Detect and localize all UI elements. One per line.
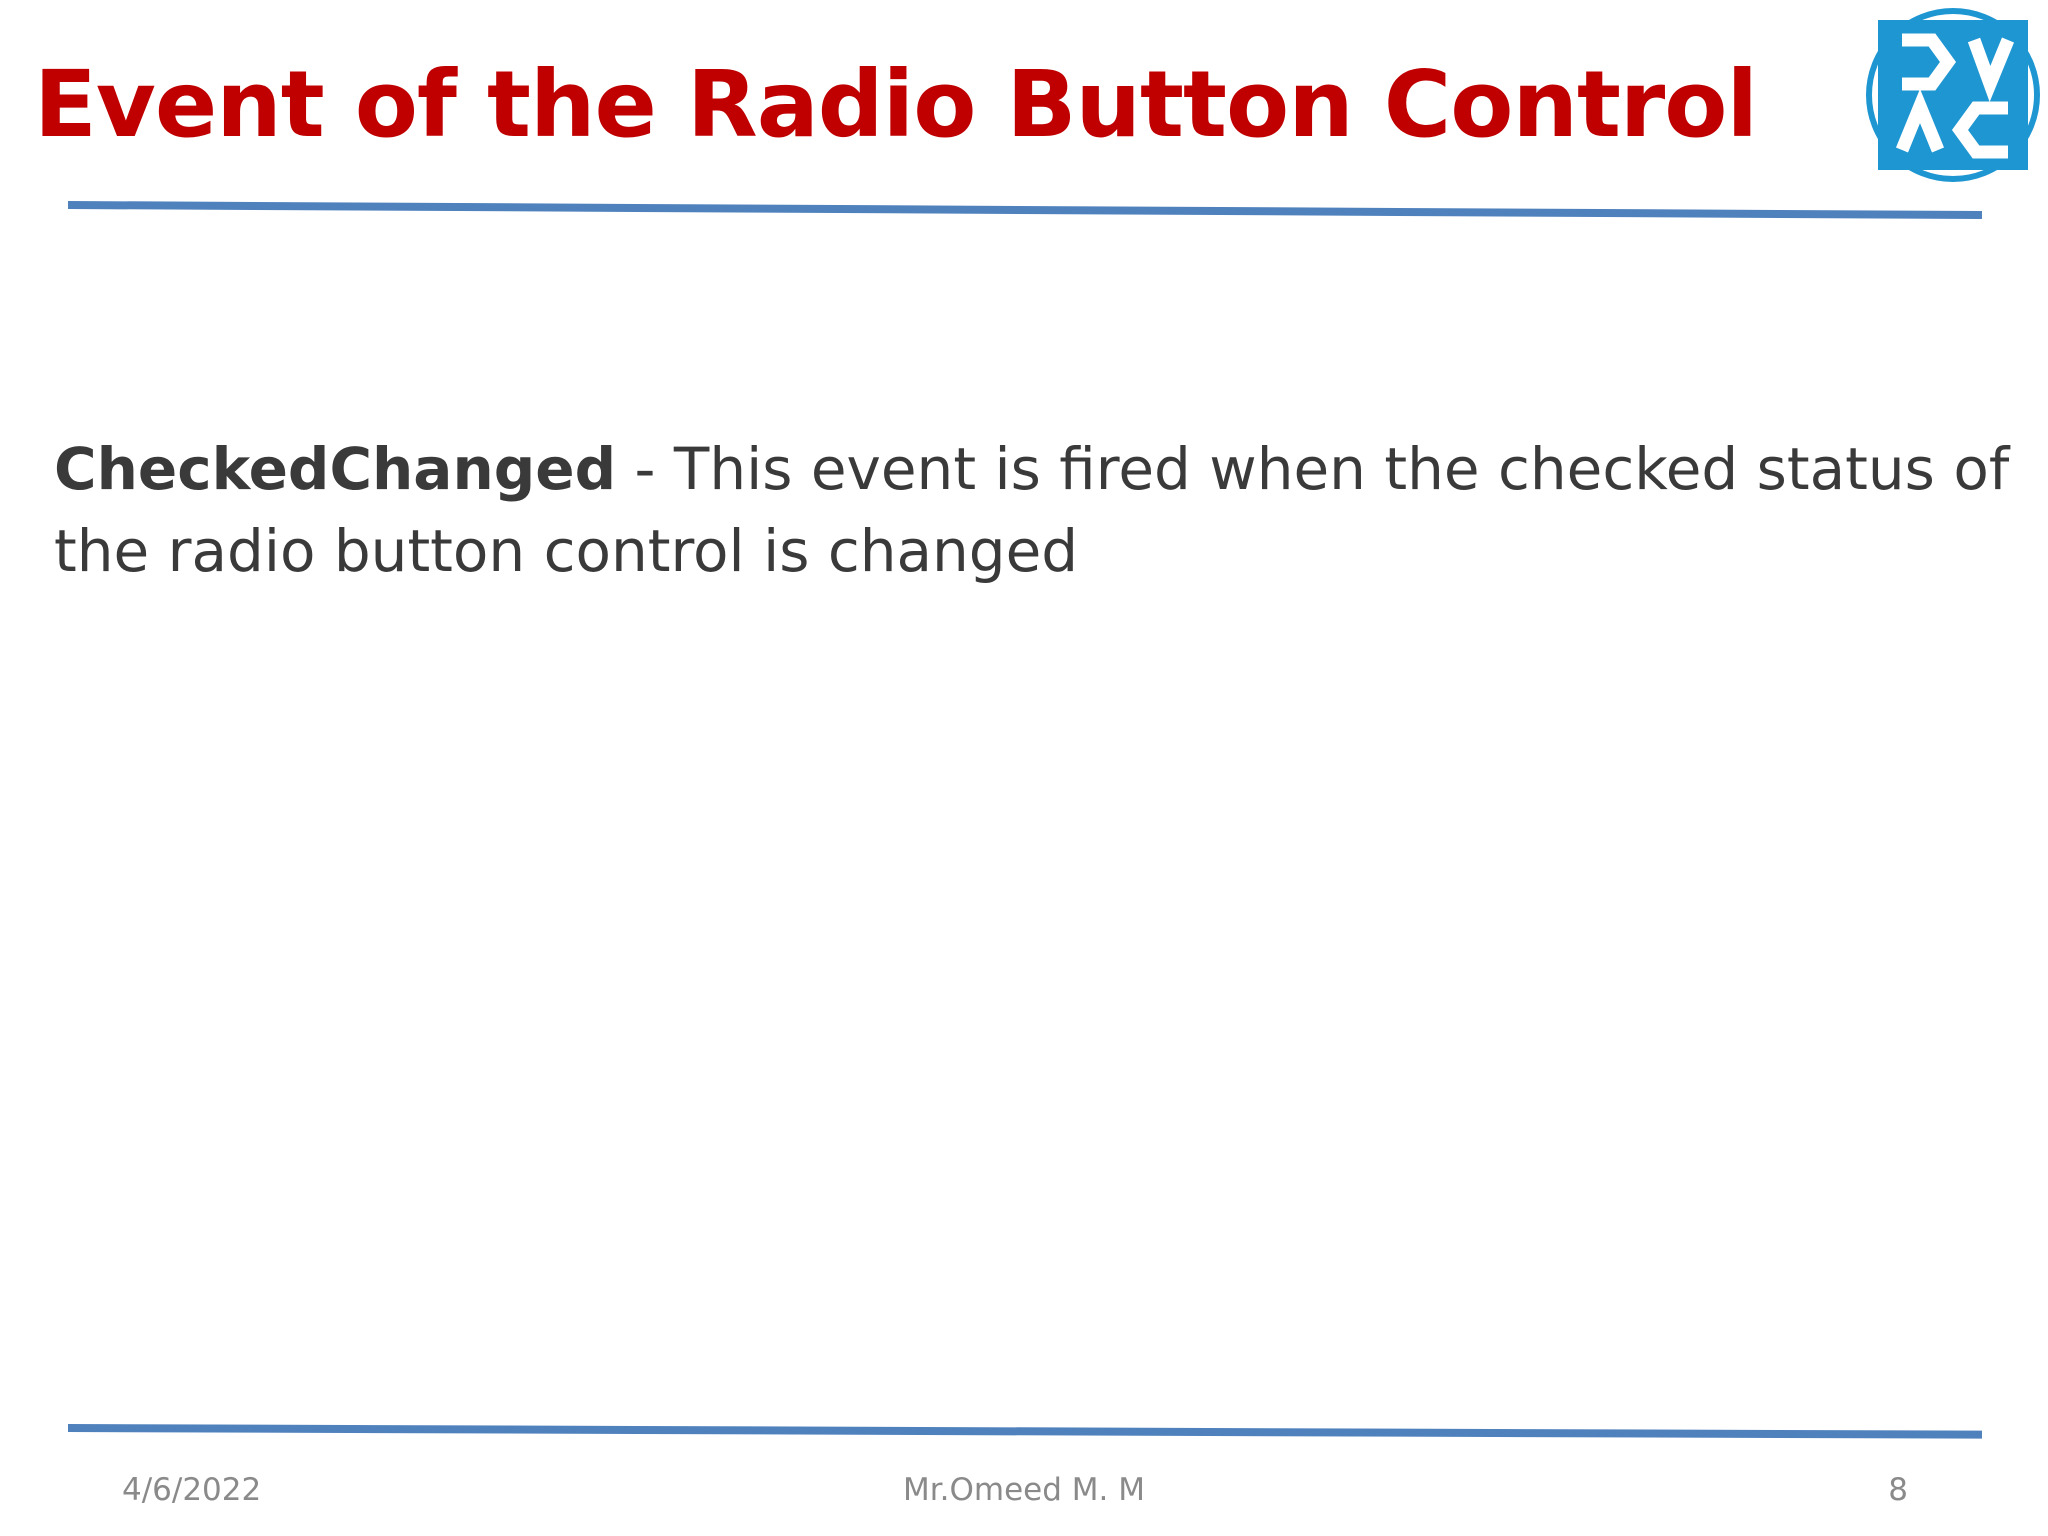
body-paragraph xyxy=(54,428,2014,592)
footer-date: 4/6/2022 xyxy=(122,1472,262,1508)
slide-title: Event of the Radio Button Control xyxy=(34,51,1758,158)
title-divider xyxy=(68,201,1982,219)
footer-divider xyxy=(68,1424,1982,1439)
university-logo-icon xyxy=(1862,4,2044,186)
event-name: CheckedChanged xyxy=(54,435,617,503)
slide-number: 8 xyxy=(1888,1472,1908,1508)
footer-author: Mr.Omeed M. M xyxy=(903,1472,1145,1508)
event-description: - This event is fired when the checked status of the radio button control is changed xyxy=(54,435,2010,585)
